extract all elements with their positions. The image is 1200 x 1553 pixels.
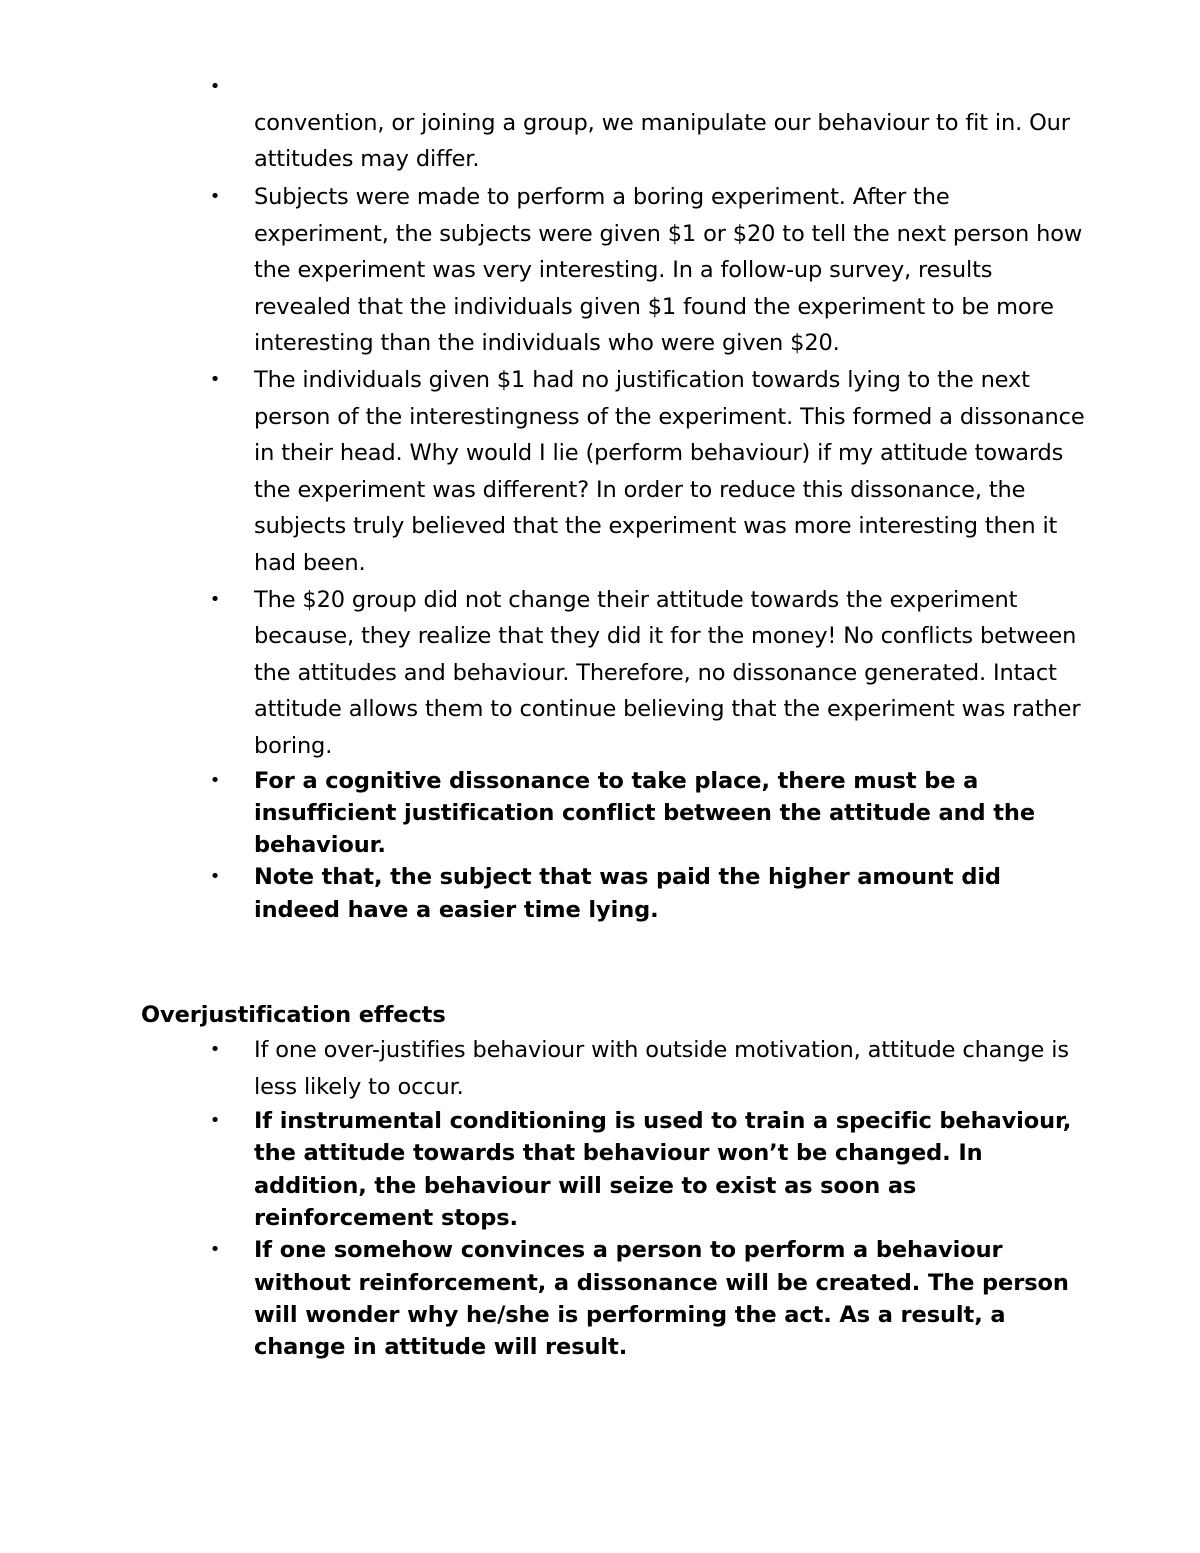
list-item — [205, 362, 1085, 582]
bullet-list-top — [205, 69, 1085, 926]
section-heading: Overjustification effects — [141, 1002, 446, 1028]
bullet-icon: • — [209, 368, 221, 390]
list-item — [205, 861, 1085, 926]
bullet-icon: • — [209, 76, 221, 97]
list-item-text: Subjects were made to perform a boring experiment. After the experiment, the subjects were given $1 or $20 to tell the next person how the experiment was very interesting. In a follow-up survey, results revealed that the individuals given $1 found the experiment to be more interesting than the individuals who were given $20. — [254, 184, 1083, 357]
bullet-list-overjustification — [205, 1032, 1085, 1364]
bullet-icon: • — [209, 186, 221, 207]
bullet-icon: • — [209, 866, 221, 888]
list-item — [205, 765, 1085, 862]
list-item — [205, 582, 1085, 765]
bullet-icon: • — [209, 1039, 221, 1060]
list-item-text: For a cognitive dissonance to take place, there must be a insufficient justification conflict between the attitude and the behaviour. — [254, 767, 1035, 859]
list-item — [205, 1234, 1085, 1363]
list-item — [205, 105, 1085, 179]
bullet-icon: • — [209, 769, 221, 791]
list-item — [205, 69, 1085, 105]
list-item — [205, 179, 1085, 362]
list-item-text: If one over-justifies behaviour with outside motivation, attitude change is less likely to occur. — [254, 1037, 1069, 1100]
list-item-text: Note that, the subject that was paid the higher amount did indeed have a easier time lying. — [254, 864, 1001, 923]
list-item-text: If instrumental conditioning is used to train a specific behaviour, the attitude towards that behaviour won’t be changed. In addition, the behaviour will seize to exist as soon as reinforcement stops. — [254, 1108, 1072, 1232]
bullet-icon: • — [209, 1239, 221, 1261]
list-item-text: If one somehow convinces a person to perform a behaviour without reinforcement, a dissonance will be created. The person will wonder why he/she is performing the act. As a result, a change in attitude will result. — [254, 1237, 1069, 1361]
list-item-text: The $20 group did not change their attitude towards the experiment because, they realize that they did it for the money! No conflicts between the attitudes and behaviour. Therefore, no dissonance generated. Intact attitude allows them to continue believing that the experiment was rather boring. — [254, 586, 1081, 759]
list-item — [205, 1032, 1085, 1105]
bullet-icon: • — [209, 588, 221, 610]
list-item-text: convention, or joining a group, we manipulate our behaviour to fit in. Our attitudes may differ. — [254, 110, 1070, 172]
bullet-icon: • — [209, 1110, 221, 1132]
list-item — [205, 1105, 1085, 1234]
list-item-text: The individuals given $1 had no justification towards lying to the next person of the interestingness of the experiment. This formed a dissonance in their head. Why would I lie (perform behaviour) if my attitude towards the experiment was different? In order to reduce this dissonance, the subjects truly believed that the experiment was more interesting then it had been. — [254, 366, 1085, 576]
